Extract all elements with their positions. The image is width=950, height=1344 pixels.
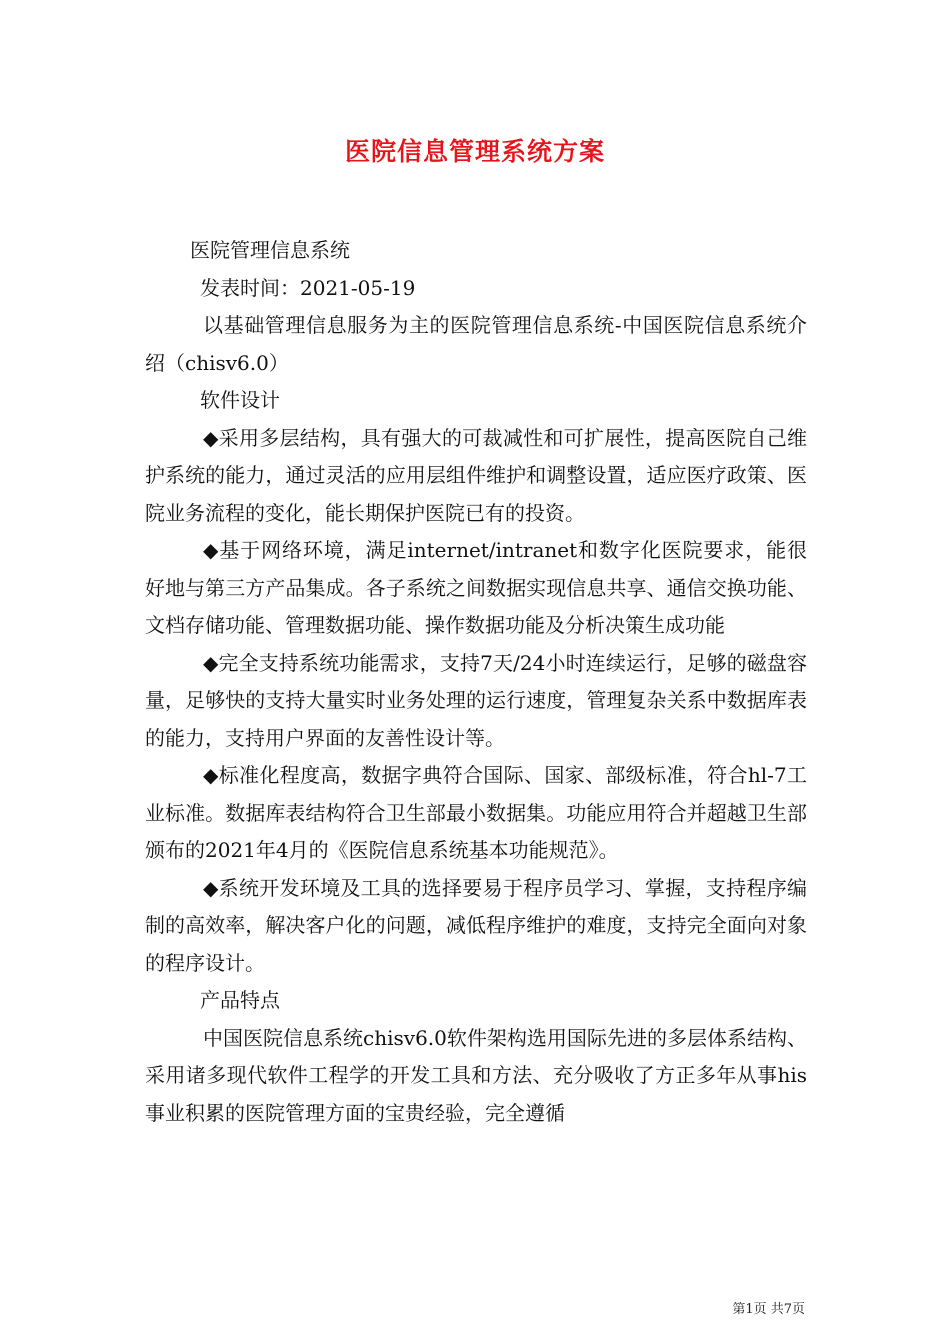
paragraph-intro: 以基础管理信息服务为主的医院管理信息系统-中国医院信息系统介绍（chisv6.0） bbox=[145, 313, 807, 375]
paragraph-bullet-5: ◆系统开发环境及工具的选择要易于程序员学习、掌握，支持程序编制的高效率，解决客户化的问题，减低程序维护的难度，支持完全面向对象的程序设计。 bbox=[145, 875, 807, 975]
paragraph-bullet-1: ◆采用多层结构，具有强大的可裁减性和可扩展性，提高医院自己维护系统的能力，通过灵活的应用层组件维护和调整设置，适应医疗政策、医院业务流程的变化，能长期保护医院已有的投资。 bbox=[145, 425, 807, 525]
section-heading-product-features: 产品特点 bbox=[200, 988, 280, 1012]
paragraph-bullet-2: ◆基于网络环境，满足internet/intranet和数字化医院要求，能很好地与第三方产品集成。各子系统之间数据实现信息共享、通信交换功能、文档存储功能、管理数据功能、操作数据功能及分析决策生成功能 bbox=[145, 538, 807, 637]
document-body bbox=[145, 232, 807, 1132]
paragraph-bullet-3: ◆完全支持系统功能需求，支持7天/24小时连续运行，足够的磁盘容量，足够快的支持大量实时业务处理的运行速度，管理复杂关系中数据库表的能力，支持用户界面的友善性设计等。 bbox=[145, 650, 807, 750]
page-number: 第1页 共7页 bbox=[732, 1302, 805, 1317]
paragraph-publish-time: 发表时间：2021-05-19 bbox=[200, 275, 416, 300]
section-heading-software-design: 软件设计 bbox=[200, 388, 280, 412]
document-title: 医院信息管理系统方案 bbox=[344, 137, 605, 166]
paragraph-heading: 医院管理信息系统 bbox=[190, 238, 350, 262]
paragraph-product-features: 中国医院信息系统chisv6.0软件架构选用国际先进的多层体系结构、采用诸多现代软件工程学的开发工具和方法、充分吸收了方正多年从事his事业积累的医院管理方面的宝贵经验，完全遵循 bbox=[145, 1025, 807, 1125]
paragraph-bullet-4: ◆标准化程度高，数据字典符合国际、国家、部级标准，符合hl-7工业标准。数据库表结构符合卫生部最小数据集。功能应用符合并超越卫生部颁布的2021年4月的《医院信息系统基本功能规范》。 bbox=[145, 763, 807, 862]
